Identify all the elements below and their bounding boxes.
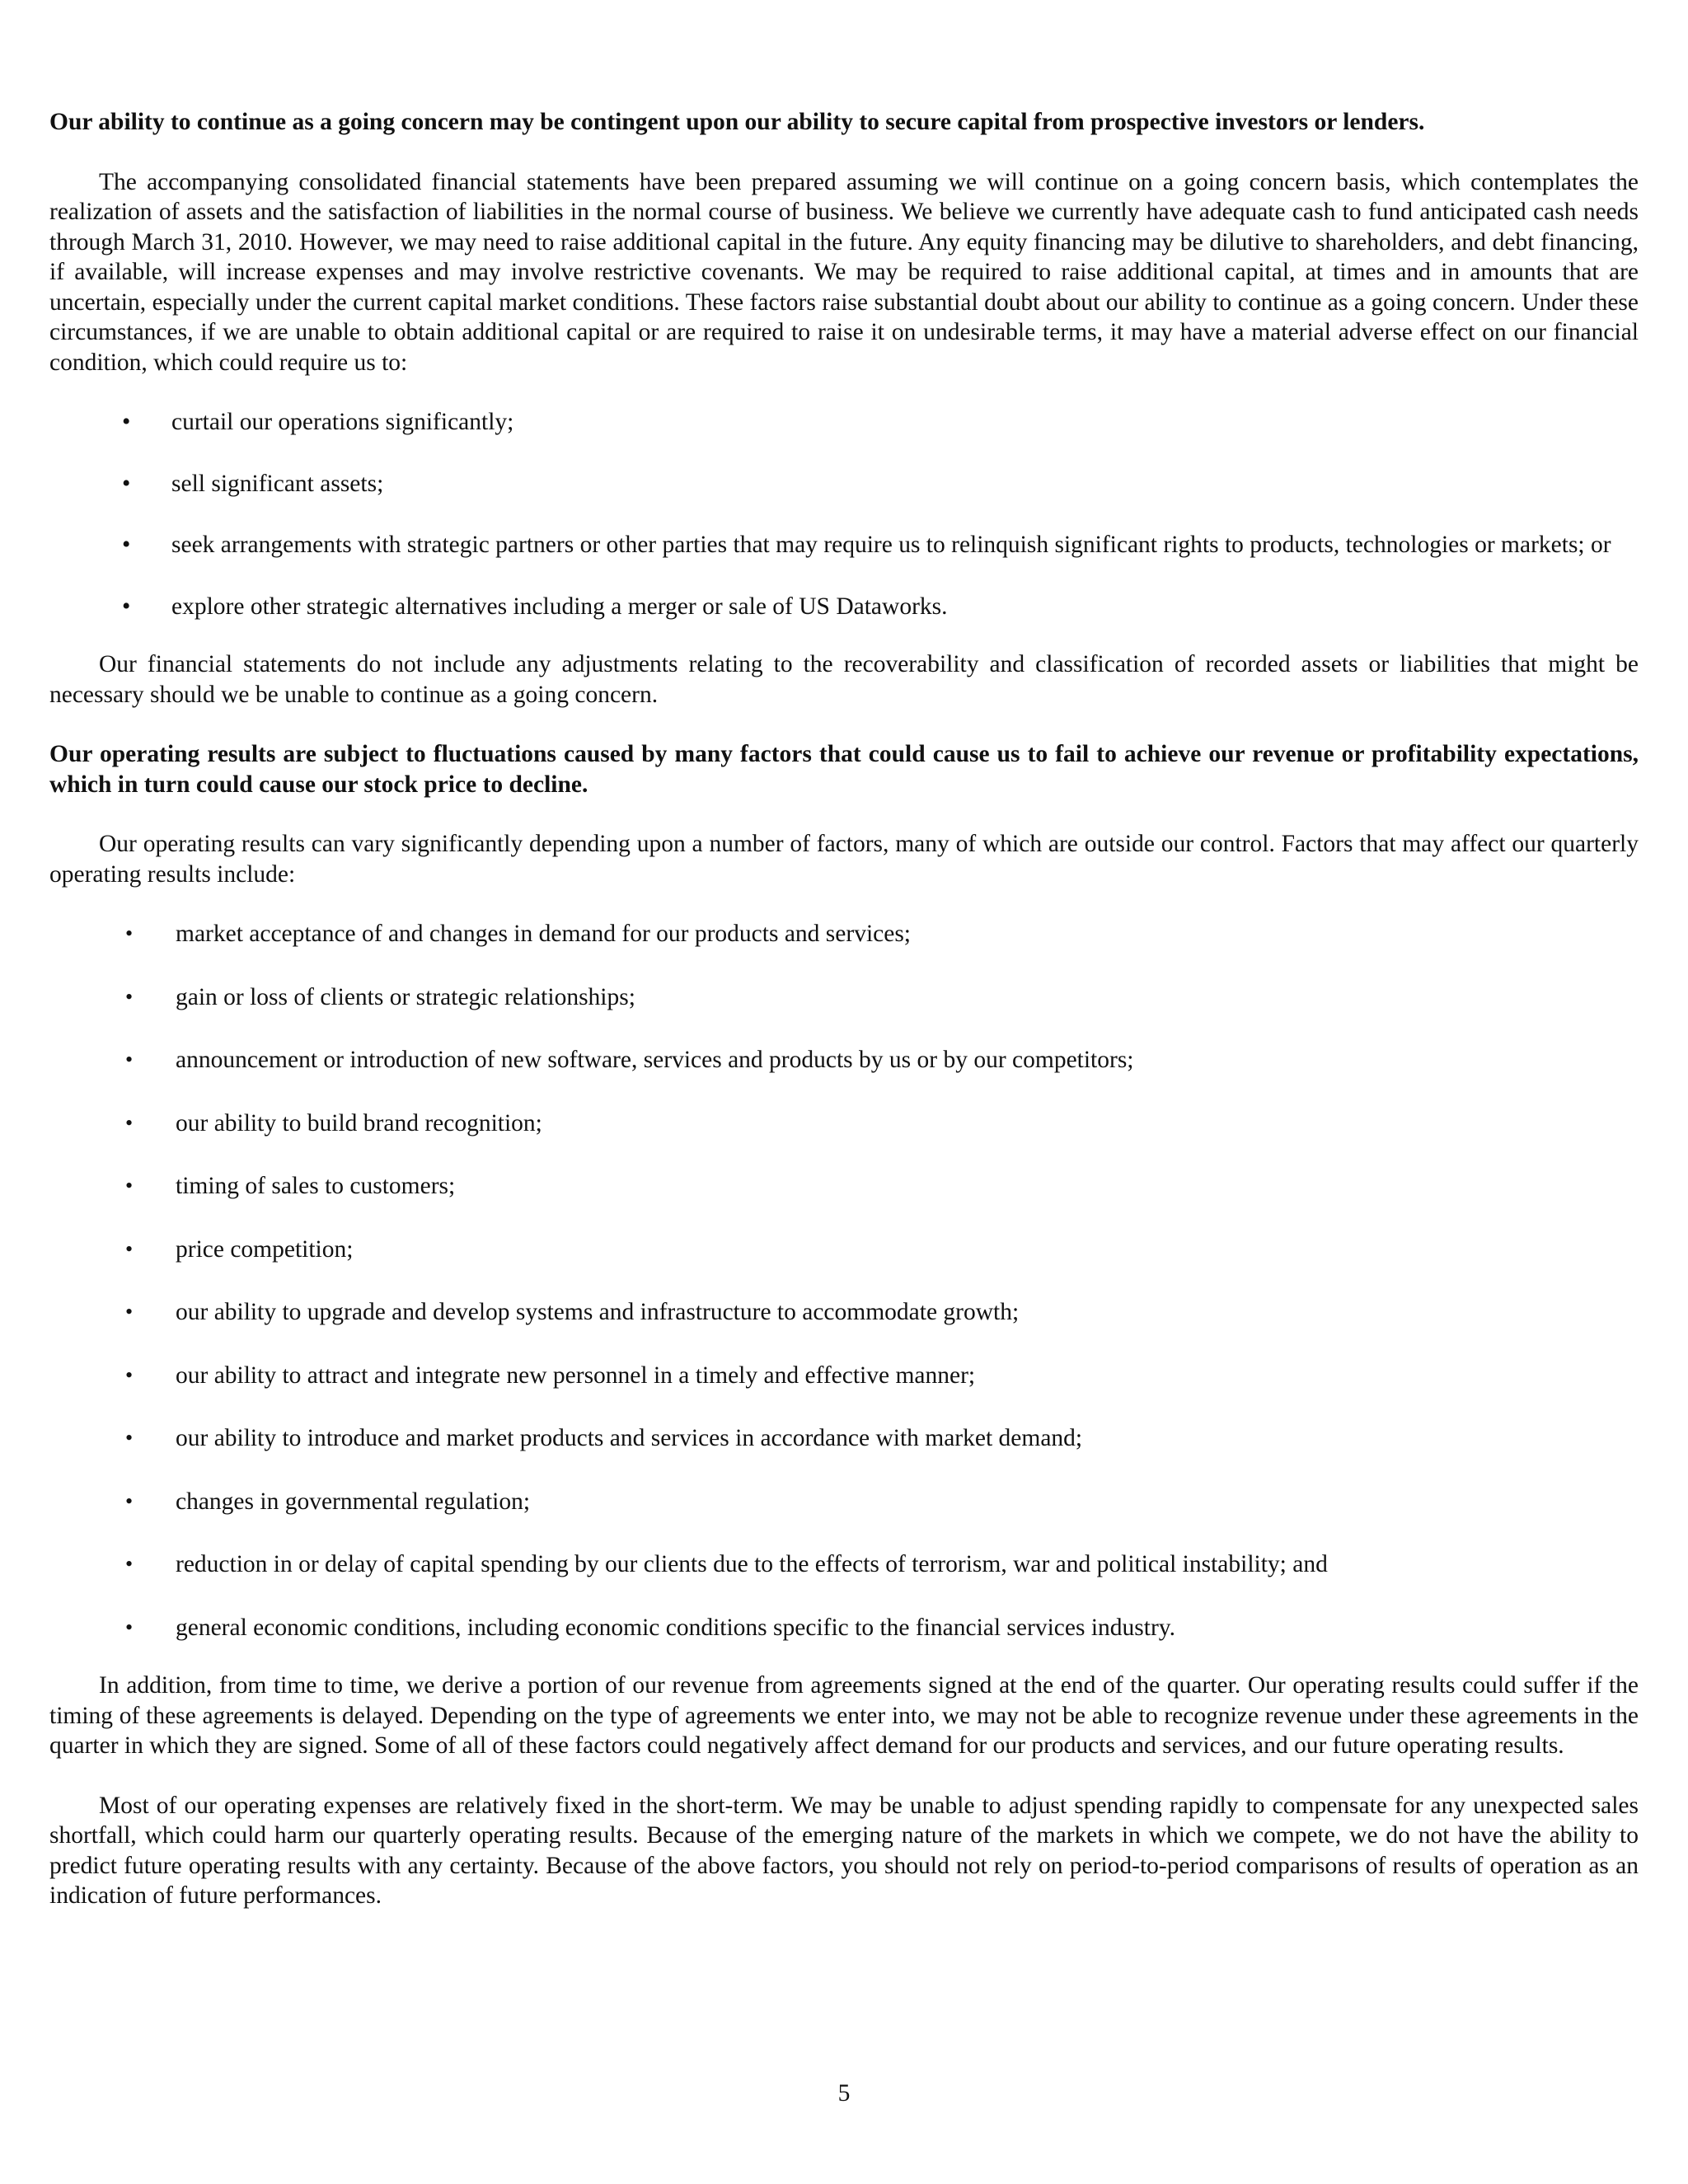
list-item-text: announcement or introduction of new software, services and products by us or by our competitors; [176, 1047, 1134, 1073]
bullet-icon: • [125, 1047, 134, 1071]
section-heading-operating-results: Our operating results are subject to fluctuations caused by many factors that could cause us to fail to achieve our revenue or profitability expectations, which in turn could cause our stock price to decline. [49, 741, 1639, 798]
list-item-text: gain or loss of clients or strategic relationships; [176, 983, 635, 1010]
bullet-icon: • [122, 593, 131, 620]
bullet-icon: • [125, 1300, 134, 1324]
bullet-icon: • [125, 1362, 134, 1387]
bullet-icon: • [122, 532, 131, 558]
list-item-text: explore other strategic alternatives including a merger or sale of US Dataworks. [171, 593, 948, 620]
bullet-icon: • [125, 1110, 134, 1135]
list-item-text: our ability to build brand recognition; [176, 1109, 542, 1137]
bullet-list-required-actions [49, 407, 1639, 621]
list-item [49, 919, 1639, 949]
bullet-icon: • [125, 1174, 134, 1197]
bullet-icon: • [125, 1488, 134, 1513]
list-item-text: timing of sales to customers; [176, 1173, 456, 1199]
list-item-text: curtail our operations significantly; [171, 409, 514, 435]
list-item-text: our ability to introduce and market products and services in accordance with market demand; [176, 1425, 1083, 1451]
paragraph-financial-statements: Our financial statements do not include any adjustments relating to the recoverability and classification of recorded assets or liabilities that might be necessary should we be unable to continue as a going concern. [49, 651, 1639, 708]
list-item [49, 1297, 1639, 1328]
section-heading-going-concern: Our ability to continue as a going concern may be contingent upon our ability to secure capital from prospective investors or lenders. [49, 109, 1425, 135]
list-item [49, 1487, 1639, 1517]
paragraph-operating-expenses: Most of our operating expenses are relatively fixed in the short-term. We may be unable to adjust spending rapidly to compensate for any unexpected sales shortfall, which could harm our quarterly operating results. Because of the emerging nature of the markets in which we compete, we do not have the ability to predict future operating results with any certainty. Because of the above factors, you should not rely on period-to-period comparisons of results of operation as an indication of future performances. [49, 1792, 1639, 1909]
paragraph-operating-results: Our operating results can vary significantly depending upon a number of factors, many of which are outside our control. Factors that may affect our quarterly operating results include: [49, 831, 1639, 888]
list-item [49, 1045, 1639, 1076]
bullet-icon: • [125, 1236, 134, 1261]
bullet-icon: • [122, 470, 131, 497]
list-item [49, 1361, 1639, 1391]
list-item-text: our ability to attract and integrate new personnel in a timely and effective manner; [176, 1361, 976, 1389]
list-item-text: our ability to upgrade and develop systems and infrastructure to accommodate growth; [176, 1299, 1020, 1325]
document-page [49, 107, 1639, 1911]
list-item-text: general economic conditions, including economic conditions specific to the financial services industry. [176, 1614, 1175, 1641]
list-item-text: seek arrangements with strategic partners or other parties that may require us to relinquish significant rights to products, technologies or markets; or [171, 532, 1611, 558]
list-item [49, 1171, 1639, 1202]
bullet-icon: • [125, 1426, 134, 1450]
list-item [49, 1549, 1639, 1580]
list-item [49, 1613, 1639, 1643]
bullet-icon: • [125, 1552, 134, 1576]
list-item [49, 469, 1639, 499]
bullet-icon: • [125, 921, 134, 945]
list-item [49, 1235, 1639, 1265]
list-item-text: changes in governmental regulation; [176, 1488, 531, 1515]
paragraph-going-concern: The accompanying consolidated financial statements have been prepared assuming we will continue on a going concern basis, which contemplates the realization of assets and the satisfaction of liabilities in the normal course of business. We believe we currently have adequate cash to fund anticipated cash needs through March 31, 2010. However, we may need to raise additional capital in the future. Any equity financing may be dilutive to shareholders, and debt financing, if available, will increase expenses and may involve restrictive covenants. We may be required to raise additional capital, at times and in amounts that are uncertain, especially under the current capital market conditions. These factors raise substantial doubt about our ability to continue as a going concern. Under these circumstances, if we are unable to obtain additional capital or are required to raise it on undesirable terms, it may have a material adverse effect on our financial condition, which could require us to: [49, 168, 1639, 376]
bullet-list-factors [49, 919, 1639, 1643]
list-item [49, 1423, 1639, 1454]
list-item-text: sell significant assets; [171, 470, 384, 497]
page-number: 5 [837, 2080, 851, 2107]
list-item-text: market acceptance of and changes in demand for our products and services; [176, 921, 912, 947]
list-item [49, 1108, 1639, 1139]
list-item-text: reduction in or delay of capital spending by our clients due to the effects of terrorism, war and political instability; and [176, 1551, 1328, 1577]
list-item [49, 530, 1639, 560]
list-item [49, 982, 1639, 1013]
list-item-text: price competition; [176, 1235, 354, 1263]
list-item [49, 592, 1639, 622]
bullet-icon: • [125, 1615, 134, 1639]
bullet-icon: • [125, 984, 134, 1009]
bullet-icon: • [122, 409, 131, 435]
list-item [49, 407, 1639, 438]
paragraph-revenue-timing: In addition, from time to time, we derive a portion of our revenue from agreements signed at the end of the quarter. Our operating results could suffer if the timing of these agreements is delayed. Depending on the type of agreements we enter into, we may not be able to recognize revenue under these agreements in the quarter in which they are signed. Some of all of these factors could negatively affect demand for our products and services, and our future operating results. [49, 1672, 1639, 1759]
